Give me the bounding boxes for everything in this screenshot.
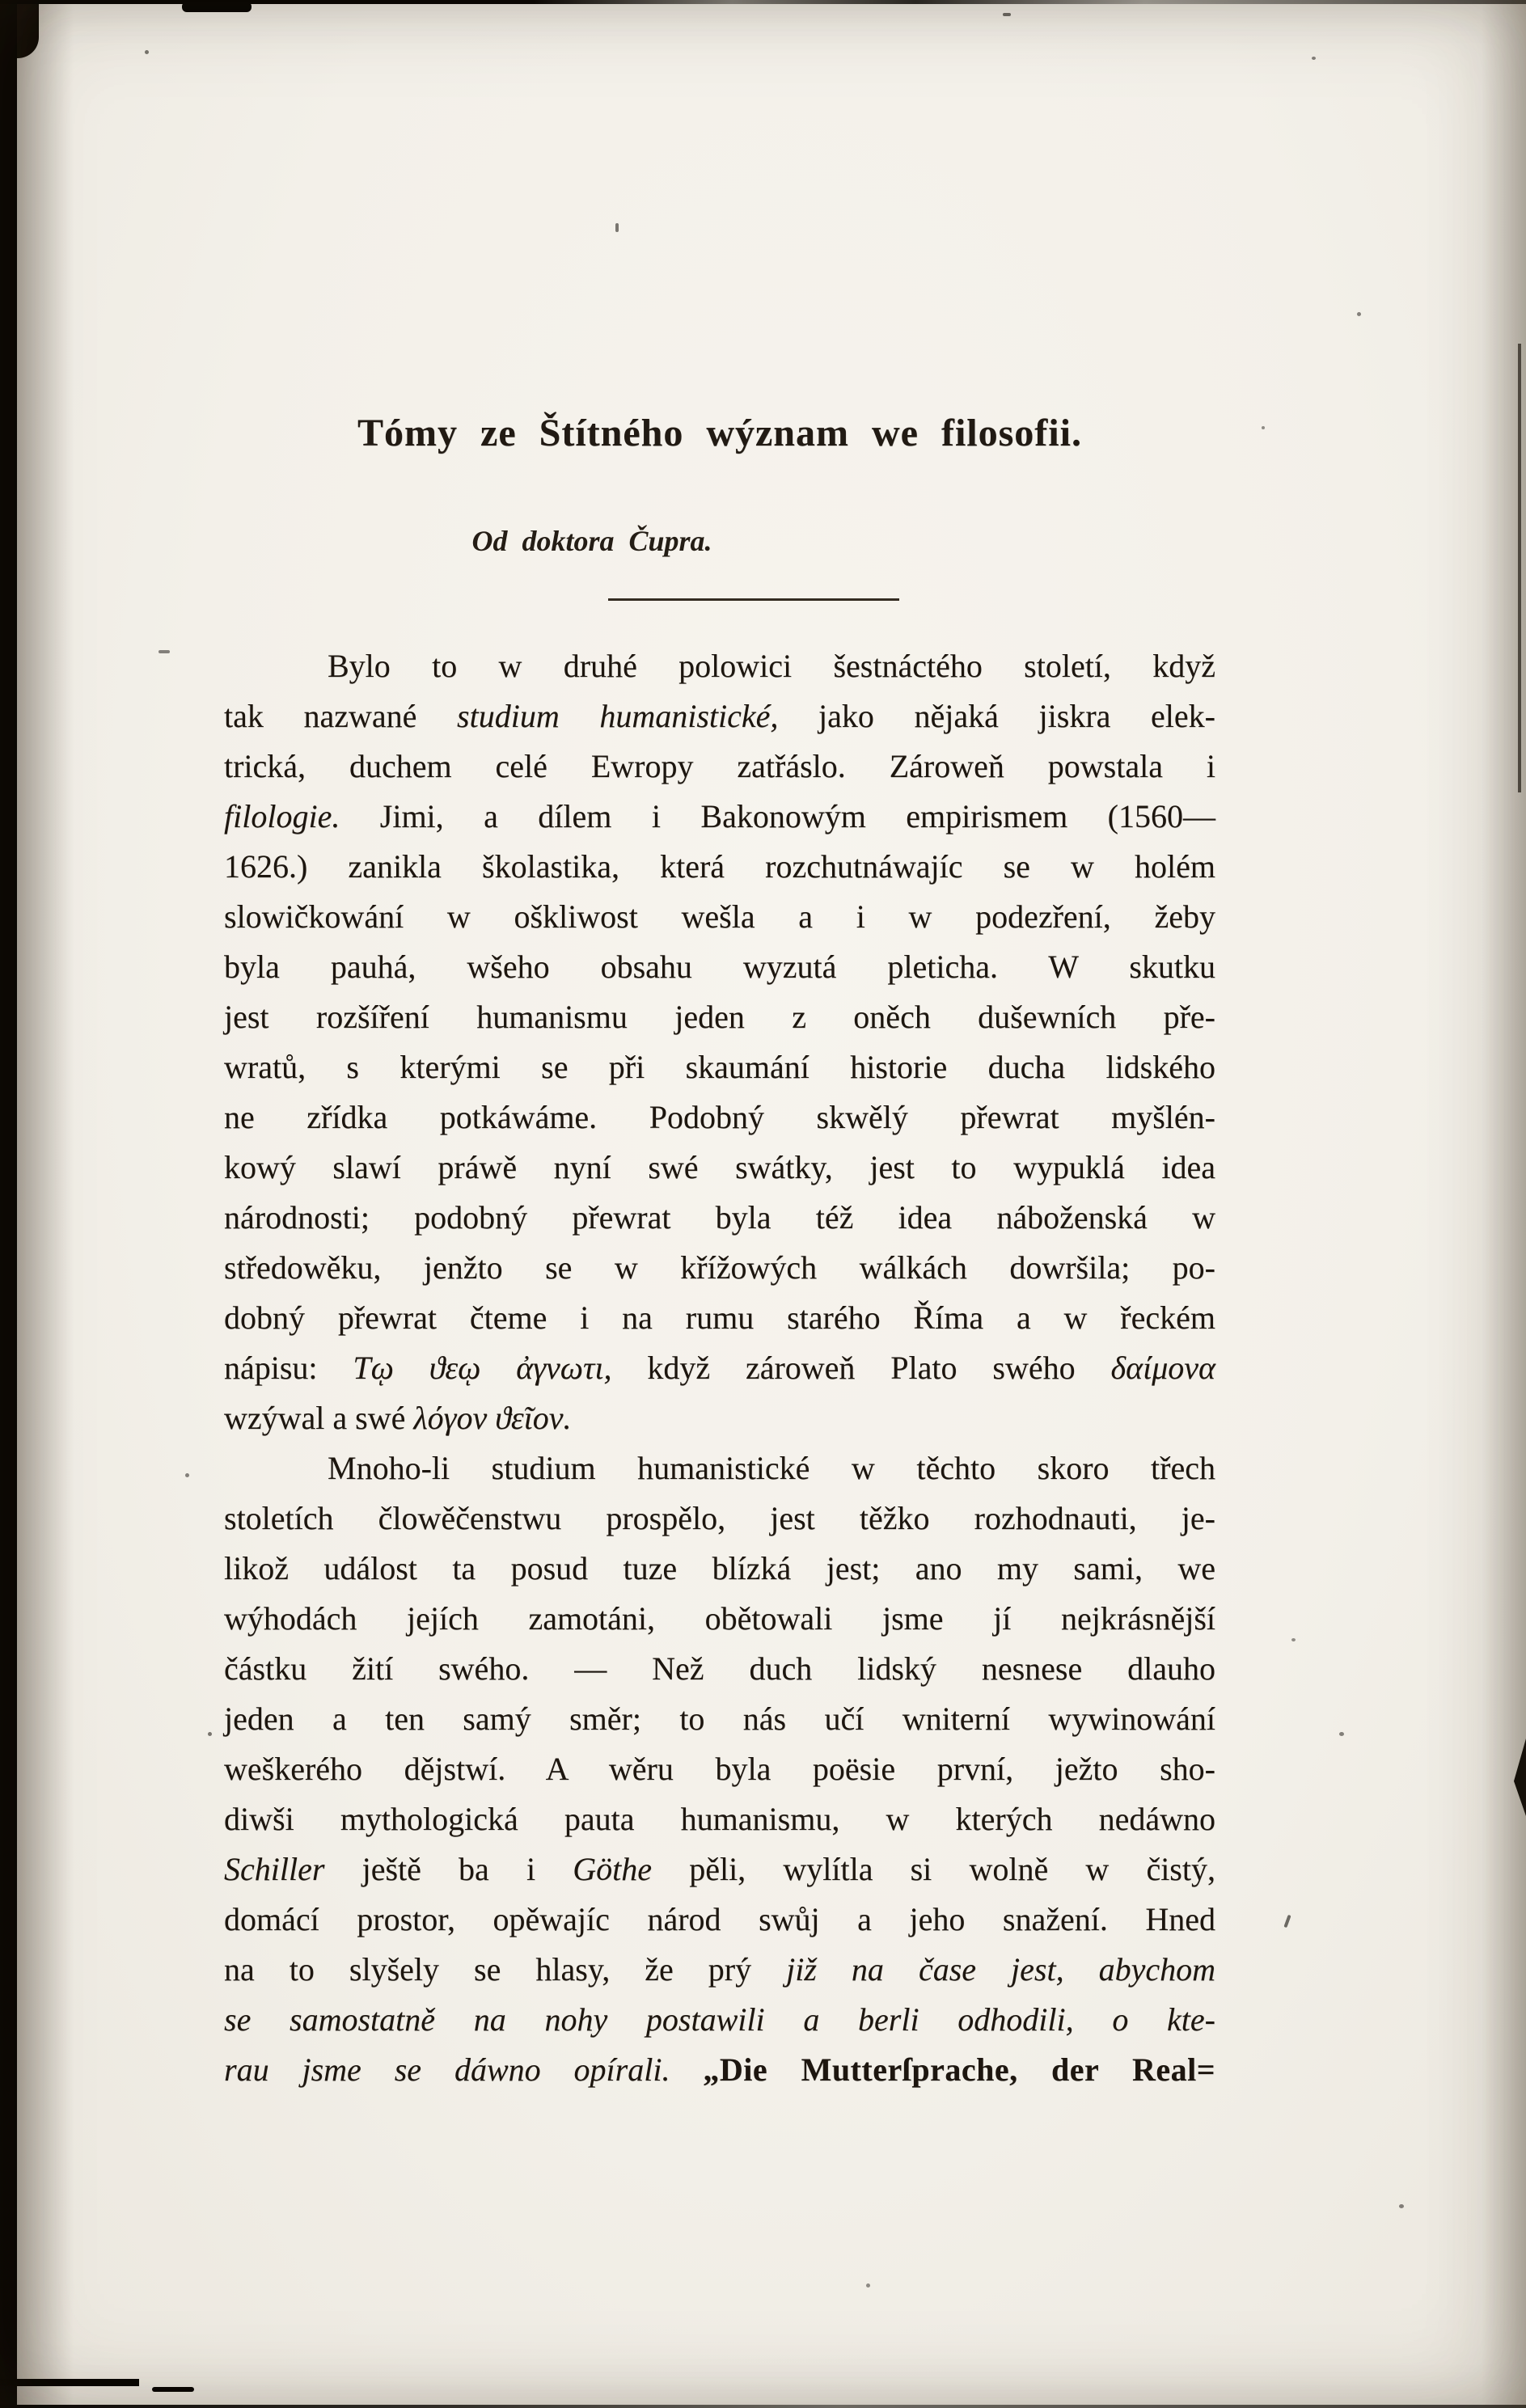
text-segment: Τῳ ϑεῳ ἀγνωτι, xyxy=(353,1350,612,1386)
scan-speck xyxy=(1003,13,1011,16)
text-segment: domácí prostor, opěwajíc národ swůj a jeho snažení. Hned xyxy=(224,1901,1215,1937)
text-line xyxy=(224,1794,1215,1844)
text-segment: trická, duchem celé Ewropy zatřáslo. Zároweň powstala i xyxy=(224,748,1215,784)
text-line xyxy=(224,1493,1215,1544)
text-segment: středowěku, jenžto se w křížowých wálkách dowršila; po- xyxy=(224,1249,1215,1286)
page-title: Tómy ze Štítného wýznam we filosofii. xyxy=(357,412,1082,454)
text-line xyxy=(224,842,1215,892)
text-line xyxy=(224,942,1215,992)
body-text xyxy=(224,641,1215,2095)
scan-speck xyxy=(145,50,149,54)
scan-speck xyxy=(866,2283,870,2288)
text-segment: diwši mythologická pauta humanismu, w kterých nedáwno xyxy=(224,1801,1215,1837)
text-line xyxy=(224,2045,1215,2095)
text-segment: weškerého dějstwí. A wěru byla poësie první, ježto sho- xyxy=(224,1751,1215,1787)
text-segment: filologie. xyxy=(224,798,340,834)
ink-bar xyxy=(0,2379,139,2386)
text-line xyxy=(224,741,1215,792)
text-segment: studium humanistické, xyxy=(457,698,779,734)
scan-speck xyxy=(1262,426,1265,429)
text-segment: se samostatně na nohy postawili a berli odhodili, o kte- xyxy=(224,2001,1215,2038)
divider-rule xyxy=(608,598,899,601)
scan-speck xyxy=(1357,312,1361,316)
scan-speck xyxy=(159,650,170,653)
scan-speck xyxy=(208,1732,212,1736)
text-segment: rau jsme se dáwno opírali. xyxy=(224,2051,670,2088)
binding-shadow xyxy=(17,0,74,2408)
text-segment: pěli, wylítla si wolně w čistý, xyxy=(652,1851,1215,1887)
ink-blot xyxy=(182,2,252,12)
text-segment: když zároweň Plato swého xyxy=(611,1350,1111,1386)
text-segment: λόγον ϑεῖον. xyxy=(413,1400,572,1436)
text-segment: dobný přewrat čteme i na rumu starého Říma a w řeckém xyxy=(224,1299,1215,1336)
text-segment: likož událost ta posud tuze blízká jest; ano my sami, we xyxy=(224,1550,1215,1586)
text-segment: wratů, s kterými se při skaumání historie ducha lidského xyxy=(224,1049,1215,1085)
text-line xyxy=(224,1995,1215,2045)
text-segment: nápisu: xyxy=(224,1350,353,1386)
text-line xyxy=(224,1644,1215,1694)
text-segment: tak nazwané xyxy=(224,698,458,734)
text-segment: Schiller xyxy=(224,1851,325,1887)
text-segment: 1626.) zanikla školastika, která rozchutnáwajíc se w holém xyxy=(224,848,1215,885)
paragraph xyxy=(224,1443,1215,2095)
text-segment: Bylo to w druhé polowici šestnáctého století, když xyxy=(328,648,1215,684)
text-line xyxy=(224,1143,1215,1193)
text-line xyxy=(224,1243,1215,1293)
binding-edge xyxy=(0,0,17,2408)
text-segment: již na čase jest, abychom xyxy=(786,1951,1215,1988)
text-segment: stoletích člowěčenstwu prospělo, jest těžko rozhodnauti, je- xyxy=(224,1500,1215,1536)
text-segment: na to slyšely se hlasy, že prý xyxy=(224,1951,787,1988)
byline: Od doktora Čupra. xyxy=(471,525,712,557)
ink-dash xyxy=(152,2387,194,2392)
text-segment: jako nějaká jiskra elek- xyxy=(778,698,1215,734)
text-line xyxy=(224,1895,1215,1945)
text-segment: jest rozšíření humanismu jeden z oněch dušewních pře- xyxy=(224,999,1215,1035)
text-line xyxy=(224,1343,1215,1393)
text-line xyxy=(224,992,1215,1042)
text-segment: „Die Mutterſprache, der Real= xyxy=(703,2051,1215,2088)
text-line xyxy=(224,792,1215,842)
scan-speck xyxy=(1312,57,1316,60)
text-segment: Jimi, a dílem i Bakonowým empirismem (1560— xyxy=(340,798,1215,834)
text-segment: ne zřídka potkáwáme. Podobný skwělý přewrat myšlén- xyxy=(224,1099,1215,1135)
text-line xyxy=(224,892,1215,942)
text-line xyxy=(224,641,1215,691)
scan-speck xyxy=(1339,1732,1344,1736)
text-line xyxy=(224,1694,1215,1744)
text-segment: Göthe xyxy=(573,1851,653,1887)
scan-speck xyxy=(1283,1915,1291,1928)
text-segment xyxy=(670,2051,703,2088)
text-line xyxy=(224,1594,1215,1644)
text-segment: byla pauhá, wšeho obsahu wyzutá pleticha. W skutku xyxy=(224,948,1215,985)
text-segment: Mnoho-li studium humanistické w těchto skoro třech xyxy=(328,1450,1215,1486)
scan-speck xyxy=(1291,1638,1296,1641)
text-line xyxy=(224,1092,1215,1143)
text-line xyxy=(224,1945,1215,1995)
scan-speck xyxy=(185,1473,189,1477)
text-line xyxy=(224,1293,1215,1343)
text-segment: slowičkowání w oškliwost wešla a i w podezření, žeby xyxy=(224,898,1215,935)
page-bottom-edge xyxy=(0,2405,1526,2408)
text-segment: δαίμονα xyxy=(1110,1350,1216,1386)
text-segment: kowý slawí práwě nyní swé swátky, jest to wypuklá idea xyxy=(224,1149,1215,1185)
text-line xyxy=(224,691,1215,741)
text-segment: částku žití swého. — Než duch lidský nesnese dlauho xyxy=(224,1650,1215,1687)
text-segment: národnosti; podobný přewrat byla též idea náboženská w xyxy=(224,1199,1215,1236)
text-segment: wzýwal a swé xyxy=(224,1400,414,1436)
text-line xyxy=(224,1744,1215,1794)
text-segment: wýhodách jejích zamotáni, obětowali jsme jí nejkrásnější xyxy=(224,1600,1215,1637)
text-line xyxy=(224,1443,1215,1493)
page-right-edge-line xyxy=(1518,344,1521,792)
text-line xyxy=(224,1393,1215,1443)
text-line xyxy=(224,1844,1215,1895)
scan-speck xyxy=(615,223,619,232)
text-segment: jeden a ten samý směr; to nás učí wniterní wywinowání xyxy=(224,1700,1215,1737)
ink-wedge xyxy=(1514,1738,1526,1816)
paragraph xyxy=(224,641,1215,1443)
text-segment: ještě ba i xyxy=(324,1851,573,1887)
text-line xyxy=(224,1193,1215,1243)
text-line xyxy=(224,1544,1215,1594)
scan-speck xyxy=(1399,2204,1404,2208)
text-line xyxy=(224,1042,1215,1092)
